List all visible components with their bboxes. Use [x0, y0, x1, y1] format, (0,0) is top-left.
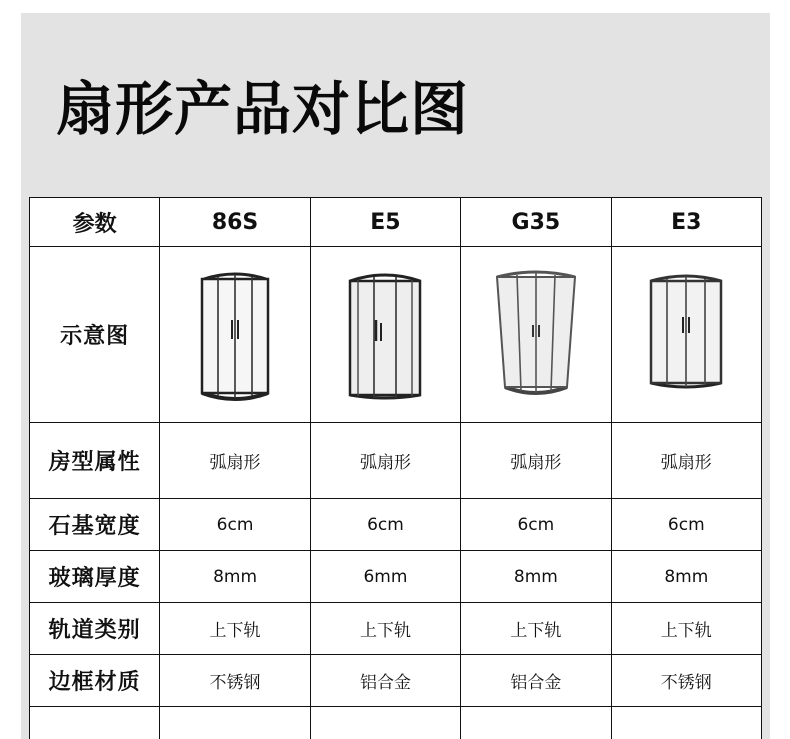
comparison-table-container — [29, 197, 762, 739]
table-cell: 8mm — [461, 551, 611, 603]
product-header-g35: G35 — [461, 198, 611, 247]
product-header-e3: E3 — [611, 198, 761, 247]
product-header-e5: E5 — [310, 198, 460, 247]
header-row — [30, 198, 762, 247]
param-header-cell: 参数 — [30, 198, 160, 247]
table-cell: 弧扇形 — [310, 423, 460, 499]
row-label: 边框材质 — [30, 655, 160, 707]
row-label: 轨道类别 — [30, 603, 160, 655]
table-cell: 弧扇形 — [461, 423, 611, 499]
row-label: 石基宽度 — [30, 499, 160, 551]
table-row — [30, 499, 762, 551]
table-cell: 6cm — [160, 499, 310, 551]
table-row — [30, 551, 762, 603]
table-row — [30, 603, 762, 655]
table-cell: 上下轨 — [310, 603, 460, 655]
shower-enclosure-icon — [330, 265, 440, 405]
table-cell: 上下轨 — [461, 603, 611, 655]
table-cell: 8mm — [160, 551, 310, 603]
table-cell — [461, 707, 611, 739]
shower-enclosure-icon — [180, 265, 290, 405]
product-header-86s: 86S — [160, 198, 310, 247]
table-cell: 铝合金 — [310, 655, 460, 707]
row-label: 玻璃厚度 — [30, 551, 160, 603]
page-title: 扇形产品对比图 — [56, 75, 470, 143]
product-image-cell — [611, 247, 761, 423]
table-cell: 弧扇形 — [160, 423, 310, 499]
table-cell — [30, 707, 160, 739]
table-cell — [160, 707, 310, 739]
image-row — [30, 247, 762, 423]
product-image-cell — [160, 247, 310, 423]
shower-enclosure-icon — [631, 265, 741, 405]
table-cell: 6cm — [611, 499, 761, 551]
product-image-cell — [461, 247, 611, 423]
table-row-partial — [30, 707, 762, 739]
table-cell: 弧扇形 — [611, 423, 761, 499]
table-cell — [310, 707, 460, 739]
table-cell: 铝合金 — [461, 655, 611, 707]
comparison-table — [29, 197, 762, 739]
table-cell: 不锈钢 — [160, 655, 310, 707]
table-row — [30, 423, 762, 499]
table-cell: 6mm — [310, 551, 460, 603]
row-label-diagram: 示意图 — [30, 247, 160, 423]
table-row — [30, 655, 762, 707]
shower-enclosure-icon — [481, 265, 591, 405]
table-cell: 上下轨 — [160, 603, 310, 655]
table-cell: 8mm — [611, 551, 761, 603]
row-label: 房型属性 — [30, 423, 160, 499]
table-cell: 上下轨 — [611, 603, 761, 655]
table-cell — [611, 707, 761, 739]
table-cell: 不锈钢 — [611, 655, 761, 707]
table-cell: 6cm — [310, 499, 460, 551]
product-image-cell — [310, 247, 460, 423]
table-cell: 6cm — [461, 499, 611, 551]
